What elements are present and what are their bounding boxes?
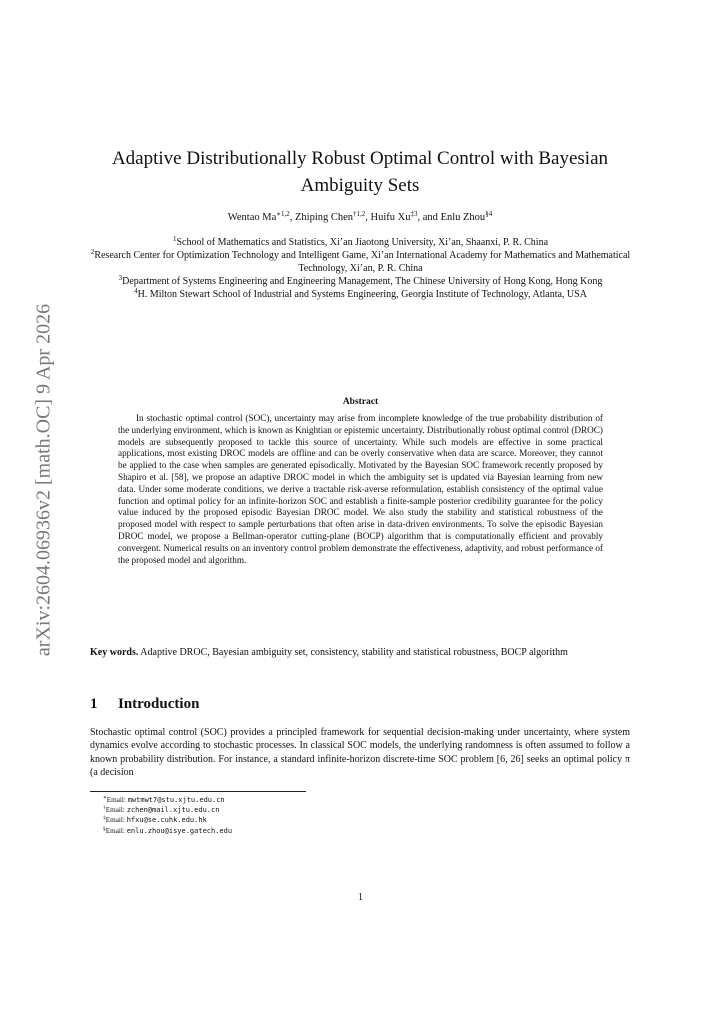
affiliations bbox=[88, 236, 633, 301]
author: Huifu Xu$^{\ddagger 3}$, and bbox=[370, 210, 441, 223]
abstract-heading: Abstract bbox=[342, 397, 379, 407]
footnote: †Email: zchen@mail.xjtu.edu.cn bbox=[103, 805, 220, 815]
page-number: 1 bbox=[358, 892, 363, 903]
email-address: enlu.zhou@isye.gatech.edu bbox=[126, 826, 233, 835]
section-number: 1 bbox=[90, 696, 98, 712]
affiliation-2: $^2$Research Center for Optimization Technology and Intelligent Game, Xi’an International Academy for Mathematics and Mathematical Technology, Xi’an, P. R. China bbox=[90, 248, 631, 274]
affiliation-1: $^1$School of Mathematics and Statistics, Xi’an Jiaotong University, Xi’an, Shaanxi, P. R. China bbox=[172, 235, 549, 248]
keywords-text: Adaptive DROC, Bayesian ambiguity set, consistency, stability and statistical robustness, BOCP algorithm bbox=[140, 647, 568, 658]
author: Enlu Zhou$^{\S 4}$ bbox=[440, 210, 493, 223]
arxiv-identifier: arXiv:2604.06936v2 [math.OC] 9 Apr 2026 bbox=[32, 303, 55, 657]
keywords-label: Key words. bbox=[90, 647, 139, 658]
paper-title: Adaptive Distributionally Robust Optimal Control with Bayesian Ambiguity Sets bbox=[111, 148, 609, 196]
footnote-rule bbox=[90, 791, 306, 792]
email-address: hfxu@se.cuhk.edu.hk bbox=[126, 816, 207, 825]
footnotes bbox=[103, 795, 232, 836]
section-title: Introduction bbox=[118, 696, 200, 712]
affiliation-3: $^3$Department of Systems Engineering and Engineering Management, The Chinese University of Hong Kong, Hong Kong bbox=[118, 274, 603, 287]
footnote: ‡Email: hfxu@se.cuhk.edu.hk bbox=[103, 815, 207, 825]
author: Wentao $Ma^{∗1,2}$, bbox=[227, 210, 295, 223]
abstract-body: In stochastic optimal control (SOC), uncertainty may arise from incomplete knowledge of the true probability distribution of the underlying environment, which is known as Knightian or epistemic uncertainty. Distributionally robust optimal control (DROC) models are subsequently proposed to tackle this source of uncertainty. While such models are effective in some practical applications, most existing DROC models are offline and can be overly conservative when data are scarce. Moreover, they cannot be applied to the case when samples are generated episodically. Motivated by the Bayesian SOC framework recently proposed by Shapiro et al. [58], we propose an adaptive DROC model in which the ambiguity set is updated via Bayesian learning from new data. Under some moderate conditions, we derive a tractable risk-averse reformulation, establish consistency of the optimal value function and optimal policy for an infinite-horizon SOC and establish a finite-sample posterior credibility guarantee for the policy value induced by the proposed episodic Bayesian DROC model. We also study the stability and statistical robustness of the proposed model with respect to sample perturbations that often arise in data-driven environments. To solve the episodic Bayesian DROC model, we propose a Bellman-operator cutting-plane (BOCP) algorithm that is computationally efficient and provably convergent. Numerical results on an inventory control problem demonstrate the effectiveness, adaptivity, and robust performance of the proposed model and algorithm. bbox=[118, 413, 603, 565]
footnote: ∗Email: mwtmwt7@stu.xjtu.edu.cn bbox=[103, 795, 225, 804]
footnote: §Email: enlu.zhou@isye.gatech.edu bbox=[103, 825, 233, 835]
author-list bbox=[90, 212, 630, 223]
arxiv-sidebar-stamp bbox=[24, 290, 64, 670]
affiliation-4: $^4$H. Milton Stewart School of Industrial and Systems Engineering, Georgia Institute of Technology, Atlanta, USA bbox=[134, 287, 587, 300]
introduction-paragraph: Stochastic optimal control (SOC) provides a principled framework for sequential decision-making under uncertainty, where system dynamics evolve according to stochastic processes. In classical SOC models, the underlying randomness is often assumed to follow a known probability distribution. For instance, a standard infinite-horizon discrete-time SOC problem [6, 26] seeks an optimal policy π (a decision bbox=[90, 727, 630, 778]
email-address: mwtmwt7@stu.xjtu.edu.cn bbox=[127, 796, 225, 804]
author: Zhiping Chen$^{\dagger 1,2}$, bbox=[295, 210, 371, 223]
email-address: zchen@mail.xjtu.edu.cn bbox=[126, 806, 220, 815]
section-heading-introduction bbox=[90, 696, 199, 713]
keywords bbox=[90, 646, 630, 659]
